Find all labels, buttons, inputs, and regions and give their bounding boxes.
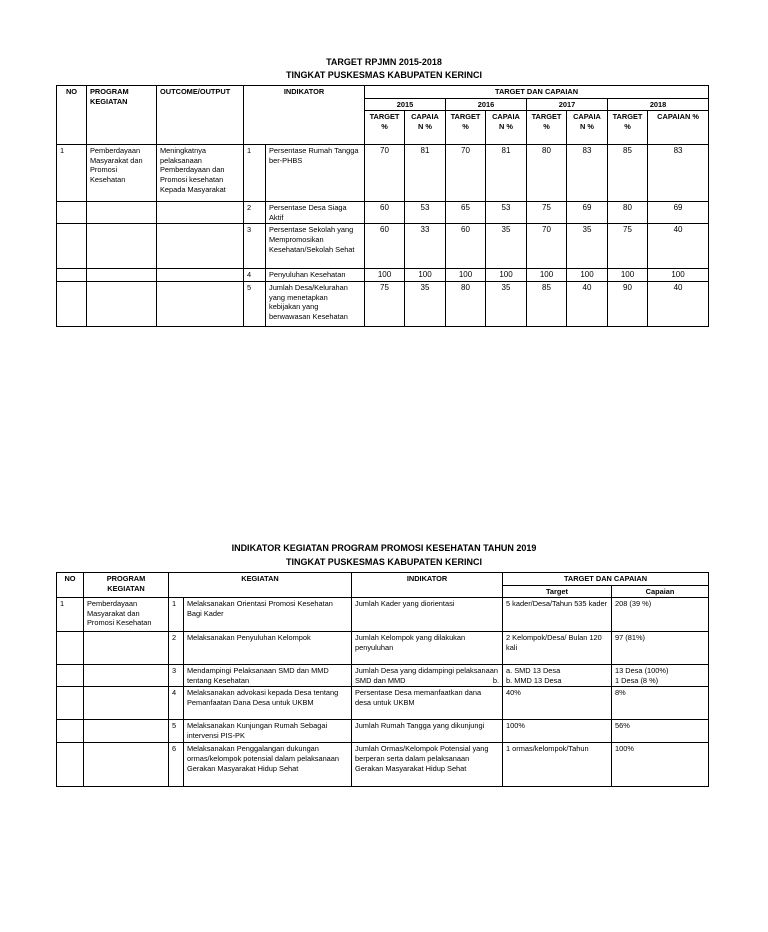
header-capaian: CAPAIA N % (567, 111, 608, 145)
capaian-cell: 208 (39 %) (612, 598, 709, 632)
header-outcome: OUTCOME/OUTPUT (157, 86, 244, 145)
indicator-no: 2 (244, 202, 266, 224)
value-cell: 65 (446, 202, 486, 224)
table2-title: INDIKATOR KEGIATAN PROGRAM PROMOSI KESEHATAN TAHUN 2019 (231, 543, 537, 553)
value-cell: 80 (527, 145, 567, 202)
capaian-line: 1 Desa (8 %) (615, 675, 659, 685)
value-cell: 75 (527, 202, 567, 224)
header-capaian: Capaian (612, 585, 709, 598)
value-cell: 90 (608, 281, 648, 326)
table-row (57, 202, 709, 224)
indicator-name: Penyuluhan Kesehatan (266, 269, 365, 282)
header-year: 2016 (446, 98, 527, 111)
value-cell: 40 (567, 281, 608, 326)
kegiatan-no: 3 (169, 665, 184, 687)
value-cell: 85 (608, 145, 648, 202)
table-row (57, 145, 709, 202)
empty-cell (84, 743, 169, 787)
table-row (57, 665, 709, 687)
indicator-name: Persentase Rumah Tangga ber-PHBS (266, 145, 365, 202)
value-cell: 69 (648, 202, 709, 224)
kegiatan-name: Mendampingi Pelaksanaan SMD dan MMD tentang Kesehatan (184, 665, 352, 687)
empty-cell (87, 224, 157, 269)
empty-cell (57, 202, 87, 224)
empty-cell (57, 665, 84, 687)
header-target: TARGET % (527, 111, 567, 145)
value-cell: 35 (486, 281, 527, 326)
table-row (57, 687, 709, 720)
empty-cell (57, 224, 87, 269)
table-row (57, 598, 709, 632)
empty-cell (57, 281, 87, 326)
empty-cell (157, 269, 244, 282)
table1-subtitle: TINGKAT PUSKESMAS KABUPATEN KERINCI (285, 70, 482, 80)
empty-cell (87, 281, 157, 326)
indicator-no: 5 (244, 281, 266, 326)
header-program: PROGRAM KEGIATAN (87, 86, 157, 145)
value-cell: 70 (365, 145, 405, 202)
target-cell: 100% (503, 720, 612, 743)
capaian-cell: 97 (81%) (612, 632, 709, 665)
value-cell: 83 (567, 145, 608, 202)
table-row (57, 281, 709, 326)
value-cell: 81 (405, 145, 446, 202)
table-row (57, 269, 709, 282)
value-cell: 75 (608, 224, 648, 269)
header-kegiatan: KEGIATAN (169, 573, 352, 598)
value-cell: 60 (365, 224, 405, 269)
empty-cell (87, 269, 157, 282)
header-target-capaian: TARGET DAN CAPAIAN (365, 86, 709, 99)
indicator-cell (352, 665, 503, 687)
capaian-cell (612, 665, 709, 687)
empty-cell (57, 269, 87, 282)
header-no: NO (57, 86, 87, 145)
value-cell: 100 (486, 269, 527, 282)
rpjmn-table (56, 85, 709, 327)
header-year: 2017 (527, 98, 608, 111)
indicator-no: 1 (244, 145, 266, 202)
indicator-no: 4 (244, 269, 266, 282)
header-indikator: INDIKATOR (352, 573, 503, 598)
empty-cell (84, 665, 169, 687)
empty-cell (84, 687, 169, 720)
value-cell: 70 (446, 145, 486, 202)
value-cell: 53 (405, 202, 446, 224)
value-cell: 80 (608, 202, 648, 224)
kegiatan-no: 1 (169, 598, 184, 632)
row-program: Pemberdayaan Masyarakat dan Promosi Kesehatan (84, 598, 169, 632)
capaian-line: 13 Desa (100%) (615, 666, 669, 676)
table2-subtitle: TINGKAT PUSKESMAS KABUPATEN KERINCI (285, 557, 482, 567)
value-cell: 100 (365, 269, 405, 282)
header-capaian: CAPAIA N % (405, 111, 446, 145)
capaian-cell: 100% (612, 743, 709, 787)
header-no: NO (57, 573, 84, 598)
header-year: 2018 (608, 98, 709, 111)
value-cell: 35 (567, 224, 608, 269)
kegiatan-name: Melaksanakan Penggalangan dukungan ormas/kelompok potensial dalam pelaksanaan Gerakan Masyarakat Hidup Sehat (184, 743, 352, 787)
empty-cell (157, 224, 244, 269)
empty-cell (84, 632, 169, 665)
target-cell: 2 Kelompok/Desa/ Bulan 120 kali (503, 632, 612, 665)
indikator-kegiatan-table (56, 572, 709, 787)
target-cell (503, 665, 612, 687)
capaian-cell: 56% (612, 720, 709, 743)
indicator-name: Persentase Desa Siaga Aktif (266, 202, 365, 224)
table-row (57, 224, 709, 269)
row-outcome: Meningkatnya pelaksanaan Pemberdayaan dan Promosi kesehatan Kepada Masyarakat (157, 145, 244, 202)
kegiatan-no: 5 (169, 720, 184, 743)
kegiatan-no: 2 (169, 632, 184, 665)
header-indikator: INDIKATOR (244, 86, 365, 145)
value-cell: 70 (527, 224, 567, 269)
target-cell: 1 ormas/kelompok/Tahun (503, 743, 612, 787)
indicator-name: Jumlah Kader yang diorientasi (352, 598, 503, 632)
kegiatan-name: Melaksanakan advokasi kepada Desa tentang Pemanfaatan Dana Desa untuk UKBM (184, 687, 352, 720)
kegiatan-name: Melaksanakan Orientasi Promosi Kesehatan Bagi Kader (184, 598, 352, 632)
kegiatan-no: 6 (169, 743, 184, 787)
value-cell: 81 (486, 145, 527, 202)
target-cell: 5 kader/Desa/Tahun 535 kader (503, 598, 612, 632)
table1-title: TARGET RPJMN 2015-2018 (326, 57, 442, 67)
target-cell: 40% (503, 687, 612, 720)
row-no: 1 (57, 598, 84, 632)
header-target: TARGET % (608, 111, 648, 145)
header-target: Target (503, 585, 612, 598)
value-cell: 100 (567, 269, 608, 282)
value-cell: 85 (527, 281, 567, 326)
value-cell: 35 (405, 281, 446, 326)
row-program: Pemberdayaan Masyarakat dan Promosi Kesehatan (87, 145, 157, 202)
indicator-name: Persentase Sekolah yang Mempromosikan Kesehatan/Sekolah Sehat (266, 224, 365, 269)
header-target: TARGET % (365, 111, 405, 145)
value-cell: 33 (405, 224, 446, 269)
empty-cell (157, 202, 244, 224)
kegiatan-no: 4 (169, 687, 184, 720)
table-row (57, 632, 709, 665)
row-no: 1 (57, 145, 87, 202)
value-cell: 35 (486, 224, 527, 269)
value-cell: 100 (648, 269, 709, 282)
value-cell: 40 (648, 224, 709, 269)
indicator-name: Jumlah Ormas/Kelompok Potensial yang berperan serta dalam pelaksanaan Gerakan Masyarakat Hidup Sehat (352, 743, 503, 787)
indicator-name: Jumlah Desa yang didampingi pelaksanaan SMD dan MMD (355, 666, 498, 685)
empty-cell (157, 281, 244, 326)
value-cell: 53 (486, 202, 527, 224)
value-cell: 100 (405, 269, 446, 282)
header-year: 2015 (365, 98, 446, 111)
value-cell: 69 (567, 202, 608, 224)
header-target-capaian: TARGET DAN CAPAIAN (503, 573, 709, 586)
table-row (57, 743, 709, 787)
table-row (57, 720, 709, 743)
header-capaian: CAPAIA N % (486, 111, 527, 145)
capaian-cell: 8% (612, 687, 709, 720)
header-capaian: CAPAIAN % (648, 111, 709, 145)
value-cell: 75 (365, 281, 405, 326)
indicator-name: Jumlah Desa/Kelurahan yang menetapkan kebijakan yang berwawasan Kesehatan (266, 281, 365, 326)
empty-cell (84, 720, 169, 743)
header-program: PROGRAM KEGIATAN (84, 573, 169, 598)
target-line: b. MMD 13 Desa (506, 675, 562, 685)
value-cell: 100 (446, 269, 486, 282)
empty-cell (57, 632, 84, 665)
value-cell: 83 (648, 145, 709, 202)
value-cell: 100 (527, 269, 567, 282)
indicator-no: 3 (244, 224, 266, 269)
value-cell: 60 (446, 224, 486, 269)
empty-cell (57, 687, 84, 720)
value-cell: 40 (648, 281, 709, 326)
value-cell: 60 (365, 202, 405, 224)
value-cell: 100 (608, 269, 648, 282)
indicator-suffix: b. (492, 675, 499, 685)
target-line: a. SMD 13 Desa (506, 666, 561, 676)
value-cell: 80 (446, 281, 486, 326)
indicator-name: Persentase Desa memanfaatkan dana desa untuk UKBM (352, 687, 503, 720)
header-target: TARGET % (446, 111, 486, 145)
kegiatan-name: Melaksanakan Kunjungan Rumah Sebagai intervensi PIS-PK (184, 720, 352, 743)
kegiatan-name: Melaksanakan Penyuluhan Kelompok (184, 632, 352, 665)
indicator-name: Jumlah Rumah Tangga yang dikunjungi (352, 720, 503, 743)
empty-cell (57, 743, 84, 787)
indicator-name: Jumlah Kelompok yang dilakukan penyuluhan (352, 632, 503, 665)
empty-cell (87, 202, 157, 224)
empty-cell (57, 720, 84, 743)
